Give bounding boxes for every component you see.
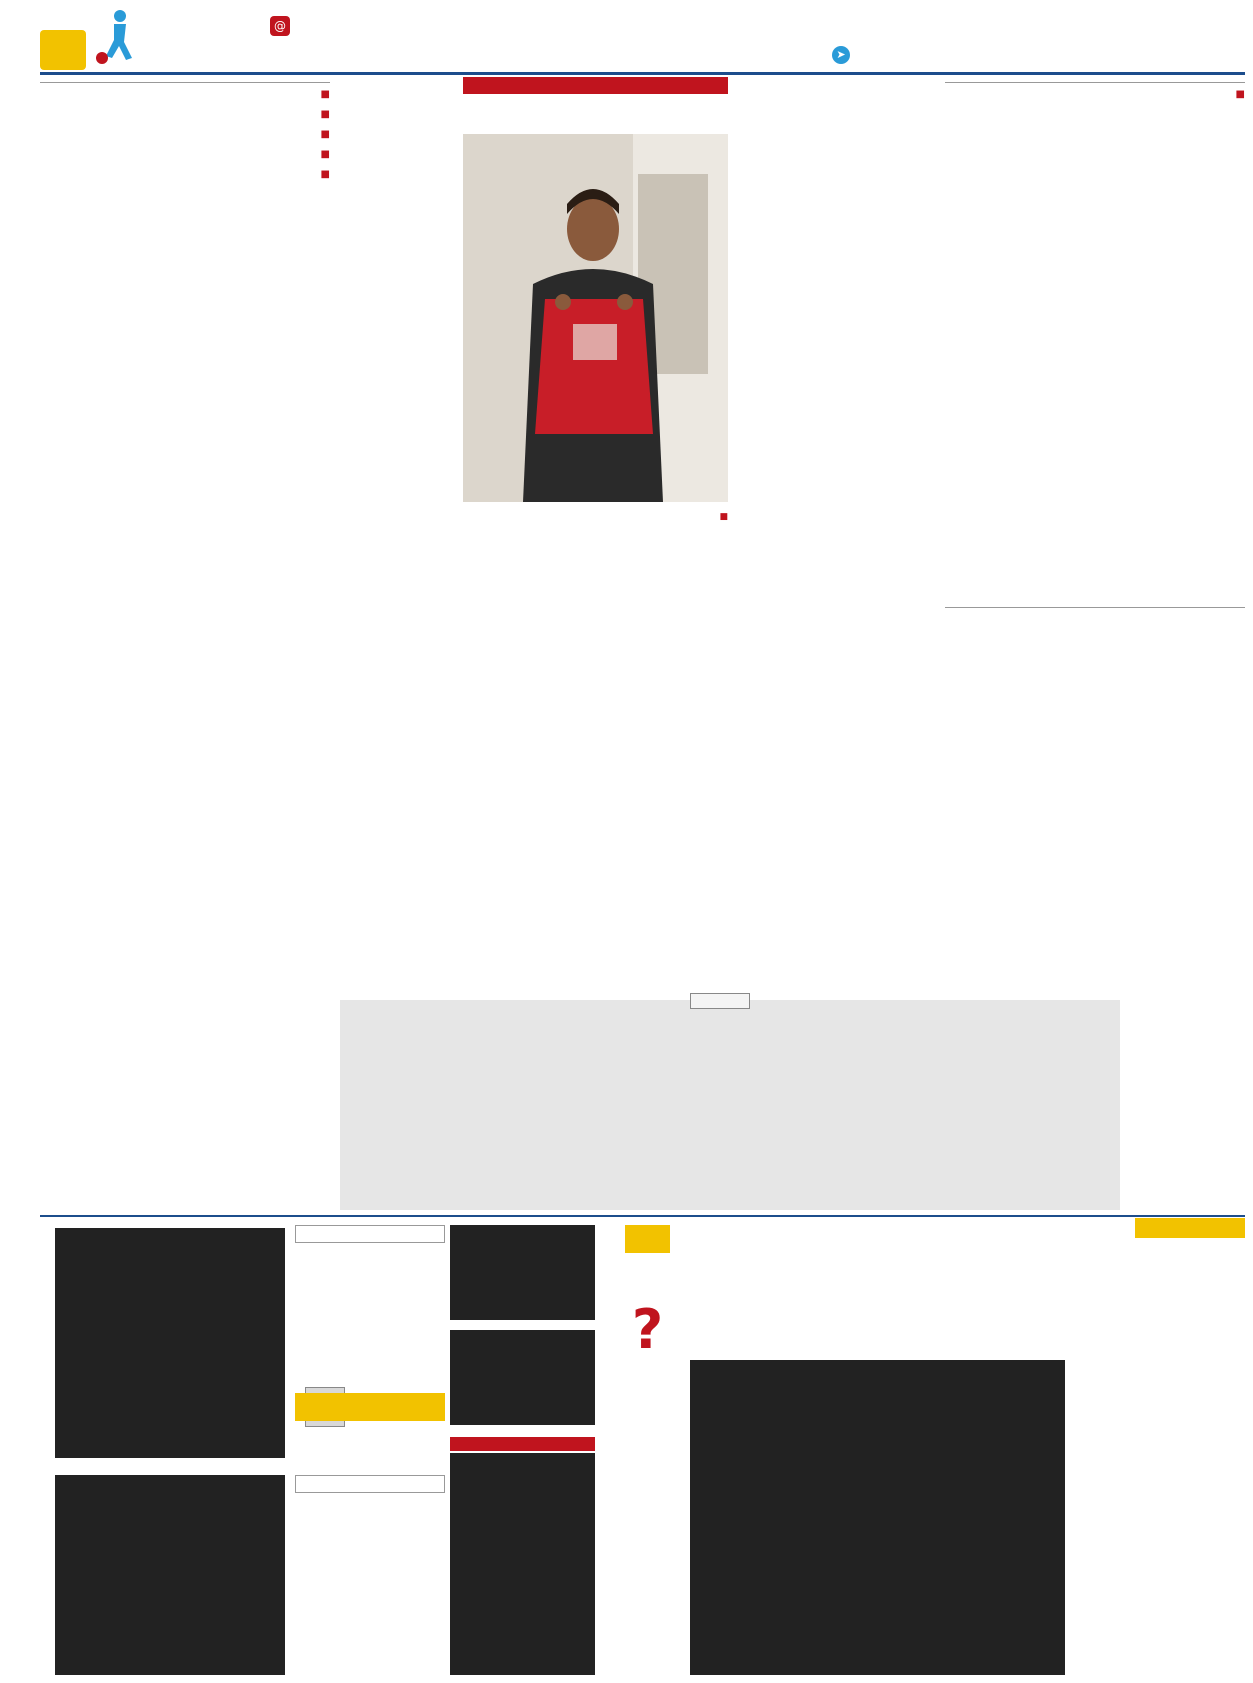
news-column xyxy=(945,605,1245,1000)
subheading xyxy=(598,509,728,525)
news-title xyxy=(40,127,330,143)
question-mark-graphic: ? xyxy=(631,1298,664,1361)
crossword-row-numbers xyxy=(1068,1360,1082,1675)
band-kicker xyxy=(690,993,750,1009)
news-title xyxy=(40,87,330,103)
wrestling-headline-box xyxy=(920,1012,1120,1052)
news-title xyxy=(40,167,330,183)
answer-crossword-title xyxy=(450,1437,595,1451)
wrestling-column-c xyxy=(345,1012,660,1210)
answers-column xyxy=(450,1225,620,1680)
player-photo-illustration xyxy=(463,134,728,502)
masthead-rule xyxy=(40,72,1245,75)
page-number xyxy=(40,30,86,70)
subheading xyxy=(945,87,1245,103)
masthead xyxy=(0,0,1253,72)
feature-sidebar-column xyxy=(735,80,935,990)
sudoku-easy-grid[interactable] xyxy=(55,1228,285,1458)
news-title xyxy=(40,147,330,163)
sudoku-hard-title xyxy=(295,1475,445,1493)
answer-grid-hard xyxy=(450,1330,595,1425)
editorial-column xyxy=(945,80,1245,600)
wrestling-column-a xyxy=(920,1052,1120,1212)
feature-column-right xyxy=(598,505,728,990)
crossword-grid[interactable] xyxy=(690,1360,1065,1675)
column-kicker xyxy=(40,80,330,83)
newspaper-logo xyxy=(1115,14,1245,64)
wrestling-column-b xyxy=(670,1012,910,1210)
world-news-column xyxy=(40,80,330,1210)
column-kicker xyxy=(945,80,1245,83)
crossword-down-clues xyxy=(1065,1345,1245,1680)
crossword-label xyxy=(1135,1218,1245,1238)
news-title xyxy=(40,107,330,123)
puzzle-rule xyxy=(40,1215,1245,1217)
feature-kicker xyxy=(463,77,728,94)
puzzle-51-badge xyxy=(625,1225,670,1253)
sudoku-easy-title xyxy=(295,1225,445,1243)
crossword-clues xyxy=(680,1225,1125,1345)
telegram-block[interactable] xyxy=(700,42,850,72)
telegram-icon: ➤ xyxy=(832,46,850,64)
player-photo xyxy=(463,134,728,502)
crossword-column-numbers xyxy=(690,1346,1065,1358)
sudoku-hard-grid[interactable] xyxy=(55,1475,285,1675)
footballer-icon xyxy=(92,8,140,66)
sudoku-info-column xyxy=(295,1225,445,1680)
answer-grid-crossword xyxy=(450,1453,595,1675)
feature-continuation-column xyxy=(340,80,458,990)
feature-column-left xyxy=(463,505,593,990)
column-kicker xyxy=(945,605,1245,608)
mail-icon: @ xyxy=(270,16,290,36)
puzzle-number-strip xyxy=(295,1393,445,1421)
answer-grid-easy xyxy=(450,1225,595,1320)
